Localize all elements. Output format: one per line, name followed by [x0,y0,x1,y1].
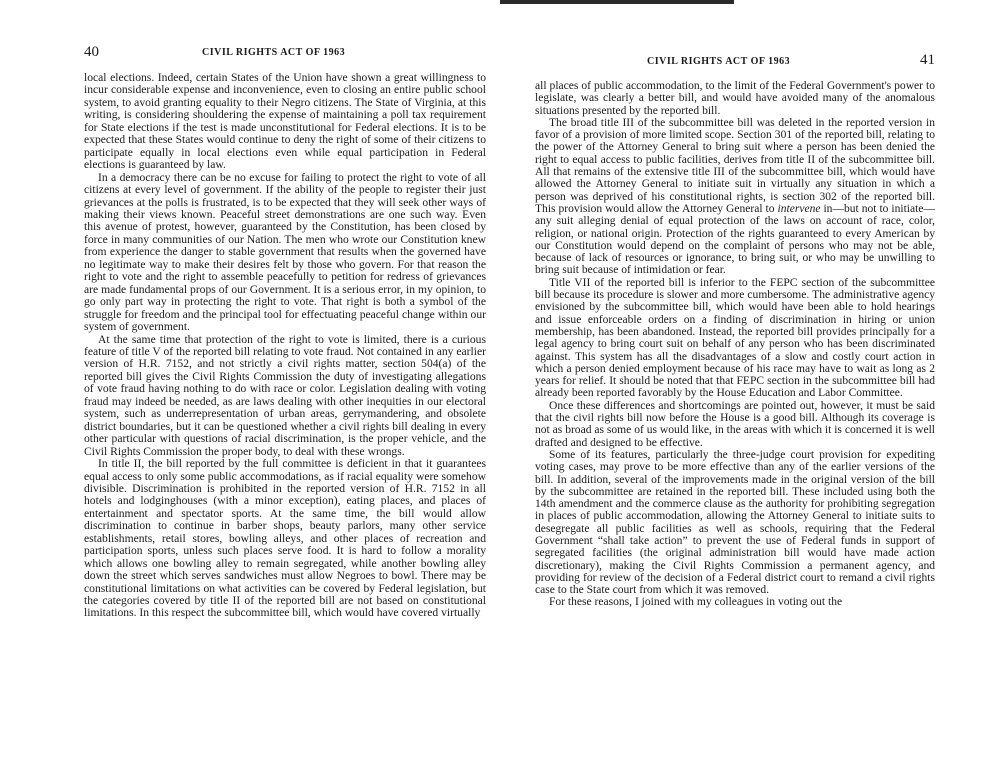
paragraph-text: The broad title III of the subcommittee bill was deleted in the reported version in favor of a provision of more limited scope. Section 301 of the reported bill, relating to the power of the Attorney General to bring suit where a person has been denied the right to equal access to public facilities, derives from title II of the subcommittee bill. All that remains of the extensive title III of the subcommittee bill, which would have allowed the Attorney General to initiate suit in virtually any situation in which a person was deprived of his constitutional rights, is section 302 of the reported bill. This provision would allow the Attorney General to [535,116,935,215]
left-page-body [84,72,486,620]
left-page-header [84,44,486,64]
running-title: CIVIL RIGHTS ACT OF 1963 [647,56,791,67]
right-page [495,0,990,763]
right-page-header [535,52,935,72]
paragraph: all places of public accommodation, to the limit of the Federal Government's power to legislate, was clearly a better bill, and would have avoided many of the anomalous situations presented by the reported bill. [535,80,935,117]
page-number: 41 [920,52,935,68]
paragraph: In a democracy there can be no excuse for failing to protect the right to vote of all citizens at every level of government. If the ability of the people to register their just grievances at the polls is frustrated, is to be expected that they will seek other ways of making their views known. Peaceful street demonstrations are one such way. Even this avenue of protest, however, guaranteed by the Constitution, has been closed by force in many communities of our Nation. The men who wrote our Constitution knew from experience the danger to stable government that results when the governed have no legitimate way to make their desires felt by those who govern. For that reason the right to vote and the right to assemble peacefully to petition for redress of grievances are made fundamental props of our Government. It is a serious error, in my opinion, to go only part way in protecting the right to vote. That right is both a symbol of the struggle for freedom and the principal tool for effectuating peaceful change within our system of government. [84,170,486,334]
paragraph: At the same time that protection of the right to vote is limited, there is a curious feature of title V of the reported bill relating to vote fraud. Not contained in any earlier version of H.R. 7152, and not strictly a civil rights matter, section 504(a) of the reported bill gives the Civil Rights Commission the duty of investigating allegations of vote fraud having nothing to do with race or color. Legislation dealing with voting fraud may indeed be needed, as are laws dealing with other inequities in our electoral system, such as underrepresentation of urban areas, gerrymandering, and obsolete district boundaries, but it can be questioned whether a civil rights bill dealing in every other particular with questions of racial discrimination, is the proper vehicle, and the Civil Rights Commission the proper body, to deal with these wrongs. [84,332,486,458]
paragraph: Title VII of the reported bill is inferior to the FEPC section of the subcommittee bill because its procedure is slower and more cumbersome. The administrative agency envisioned by the subcommittee bill, which would have been able to hold hearings and issue enforceable orders on a finding of discrimination in hiring or union membership, has been abandoned. Instead, the reported bill provides principally for a legal agency to bring court suit on behalf of any person who has been discriminated against. This system has all the disadvantages of a slow and costly court action in which a person denied employment because of his race may have to wait as long as 2 years for relief. It should be noted that that FEPC section in the subcommittee bill had already been reported favorably by the House Education and Labor Committee. [535,276,935,400]
paragraph [535,117,935,277]
paragraph: Some of its features, particularly the three-judge court provision for expediting voting cases, may prove to be more effective than any of the earlier versions of the bill. In addition, several of the improvements made in the original version of the bill by the subcommittee are retained in the reported bill. These included using both the 14th amendment and the commerce clause as the authority for prohibiting segregation in places of public accommodation, allowing the Attorney General to initiate suits to desegregate all public facilities as well as schools, requiring that the Federal Government “shall take action” to prevent the use of Federal funds in support of segregated facilities (the original administration bill would have made action discretionary), making the Civil Rights Commission a permanent agency, and providing for review of the decision of a Federal district court to remand a civil rights case to the State court from which it was removed. [535,448,935,597]
paragraph: local elections. Indeed, certain States of the Union have shown a great willingness to incur considerable expense and inconvenience, even to closing an entire public school system, to avoid granting equality to their Negro citizens. The State of Virginia, at this writing, is considering shouldering the expense of maintaining a poll tax requirement for State elections if the test is made unconstitutional for Federal elections. It is to be expected that these States would continue to deny the right of some of their citizens to participate equally in local elections even while equal participation in Federal elections is guaranteed by law. [84,71,486,172]
italic-word: intervene [777,202,821,215]
running-title: CIVIL RIGHTS ACT OF 1963 [202,47,346,58]
paragraph-text-continued: in—but not to initiate—any suit alleging denial of equal protection of the laws on account of race, color, religion, or national origin. Protection of the rights guaranteed to every American by our Constitution would depend on the complaint of persons who may not be able, because of lack of resources or ignorance, to bring suit, or who may be unwilling to bring suit because of intimidation or fear. [535,202,936,277]
paragraph: Once these differences and shortcomings are pointed out, however, it must be said that the civil rights bill now before the House is a good bill. Although its coverage is not as broad as some of us would like, in the areas with which it is concerned it is well drafted and designed to be effective. [535,399,935,449]
paragraph: For these reasons, I joined with my colleagues in voting out the [549,596,843,609]
paragraph: In title II, the bill reported by the full committee is deficient in that it guarantees equal access to only some public accommodations, as if racial equality were somehow divisible. Discrimination is prohibited in the reported version of H.R. 7152 in all hotels and lodginghouses (with a minor exception), eating places, and places of entertainment and spectator sports. At the same time, the bill would allow discrimination to continue in barber shops, beauty parlors, many other service establishments, retail stores, bowling alleys, and other places of recreation and participation sports, unless such places serve food. It is hard to follow a morality which allows one bowling alley to remain segregated, while another bowling alley down the street which serves sandwiches must allow Negroes to bowl. There may be constitutional limitations on what activities can be covered by Federal legislation, but the categories covered by title II of the reported bill are not based on constitutional limitations. In this respect the subcommittee bill, which would have covered virtually [84,457,486,620]
page-number: 40 [84,44,99,60]
right-page-body [535,80,935,609]
